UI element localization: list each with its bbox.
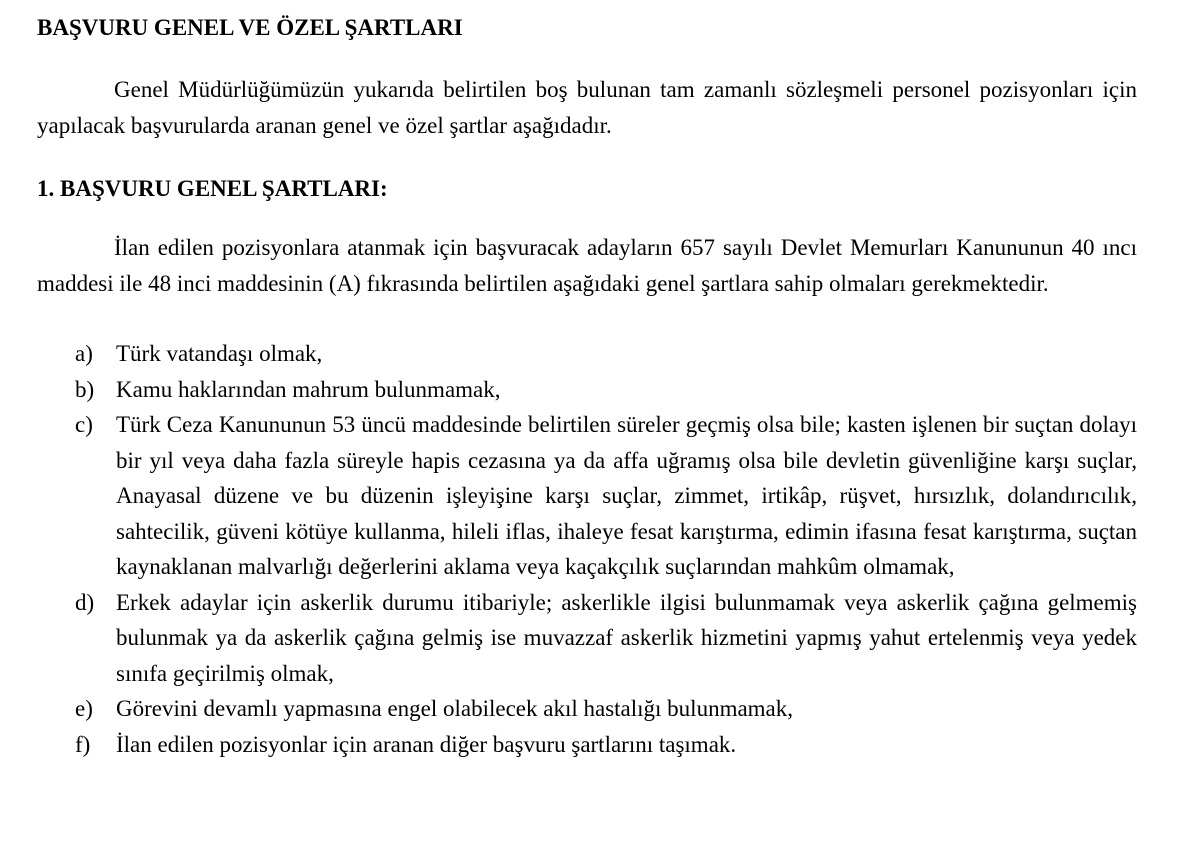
list-marker: c) — [75, 412, 93, 437]
requirements-list — [37, 336, 1137, 762]
list-item-text: Görevini devamlı yapmasına engel olabilecek akıl hastalığı bulunmamak, — [116, 696, 794, 721]
list-item-b — [37, 372, 1137, 408]
document-title: BAŞVURU GENEL VE ÖZEL ŞARTLARI — [37, 15, 463, 40]
list-item-a — [37, 336, 1137, 372]
list-marker: a) — [75, 341, 93, 366]
list-item-f — [37, 727, 1137, 763]
list-item-text: Türk Ceza Kanununun 53 üncü maddesinde belirtilen süreler geçmiş olsa bile; kasten işlenen bir suçtan dolayı bir yıl veya daha fazla süreyle hapis cezasına ya da affa uğramış olsa bile devletin güvenliğine karşı suçlar, Anayasal düzene ve bu düzenin işleyişine karşı suçlar, zimmet, irtikâp, rüşvet, hırsızlık, dolandırıcılık, sahtecilik, güveni kötüye kullanma, hileli iflas, ihaleye fesat karıştırma, edimin ifasına fesat karıştırma, suçtan kaynaklanan malvarlığı değerlerini aklama veya kaçakçılık suçlarından mahkûm olmamak, — [116, 412, 1137, 579]
general-requirements-paragraph: İlan edilen pozisyonlara atanmak için başvuracak adayların 657 sayılı Devlet Memurları Kanununun 40 ıncı maddesi ile 48 inci maddesinin (A) fıkrasında belirtilen aşağıdaki genel şartlara sahip olmaları gerekmektedir. — [37, 235, 1137, 296]
list-marker: e) — [75, 696, 93, 721]
list-marker: b) — [75, 376, 95, 402]
intro-paragraph: Genel Müdürlüğümüzün yukarıda belirtilen boş bulunan tam zamanlı sözleşmeli personel pozisyonları için yapılacak başvurularda aranan genel ve özel şartlar aşağıdadır. — [37, 77, 1137, 138]
list-item-d — [37, 585, 1137, 692]
section-heading-general-requirements: 1. BAŞVURU GENEL ŞARTLARI: — [37, 176, 388, 201]
list-item-e — [37, 691, 1137, 727]
list-item-text: Türk vatandaşı olmak, — [116, 341, 323, 366]
list-item-text: Erkek adaylar için askerlik durumu itibariyle; askerlikle ilgisi bulunmamak veya askerlik çağına gelmemiş bulunmak ya da askerlik çağına gelmiş ise muvazzaf askerlik hizmetini yapmış yahut ertelenmiş veya yedek sınıfa geçirilmiş olmak, — [116, 589, 1137, 686]
list-item-c — [37, 407, 1137, 585]
list-marker: f) — [75, 731, 91, 757]
list-item-text: İlan edilen pozisyonlar için aranan diğer başvuru şartlarını taşımak. — [116, 731, 737, 757]
list-marker: d) — [75, 589, 95, 615]
list-item-text: Kamu haklarından mahrum bulunmamak, — [116, 376, 501, 402]
